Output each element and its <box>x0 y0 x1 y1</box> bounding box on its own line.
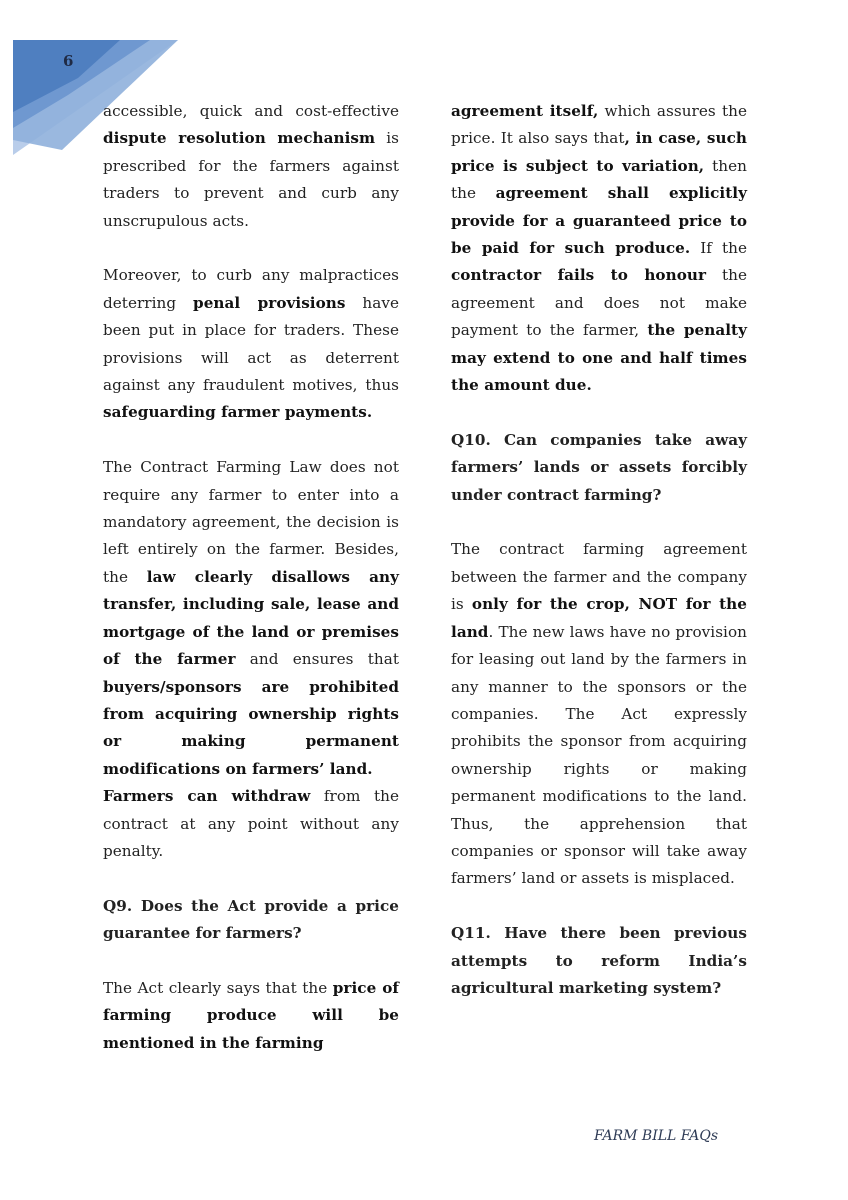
paragraph-contract-farming-law <box>103 454 399 783</box>
text: The Contract Farming Law does not require any farmer to enter into a mandatory agreement, the decision is left entirely on the farmer. Besides, the <box>103 458 399 586</box>
question-q11: Q11. Have there been previous attempts to reform India’s agricultural marketing system? <box>451 924 747 997</box>
text: The contract farming agreement between the farmer and the company is <box>451 540 747 614</box>
bold-text: agreement shall explicitly provide for a guaranteed price to be paid for such produce. <box>451 184 747 258</box>
text: is prescribed for the farmers against traders to prevent and curb any unscrupulous acts. <box>103 129 399 230</box>
text: Moreover, to curb any malpractices deterring <box>103 266 399 312</box>
text: The Act clearly says that the <box>103 978 333 997</box>
bold-text: contractor fails to honour <box>451 266 707 285</box>
footer-title: FARM BILL FAQs <box>594 1128 719 1144</box>
text: the agreement and does not make payment to the farmer, <box>451 266 747 340</box>
text: which assures the price. It also says that <box>451 102 747 148</box>
text: If the <box>690 239 747 258</box>
bold-text: only for the crop, NOT for the land <box>451 595 747 641</box>
bold-text: the penalty may extend to one and half times the amount due. <box>451 321 747 395</box>
paragraph-agreement-price <box>451 98 747 399</box>
paragraph-dispute-resolution <box>103 98 399 235</box>
question-q10: Q10. Can companies take away farmers’ lands or assets forcibly under contract farming? <box>451 430 747 504</box>
bold-text: agreement itself, <box>451 102 599 120</box>
text: accessible, quick and cost-effective <box>103 102 399 120</box>
text: . The new laws have no provision for leasing out land by the farmers in any manner to the sponsors or the companies. The Act expressly prohibits the sponsor from acquiring ownership rights or making permanent modifications to the land. Thus, the apprehension that companies or sponsor will take away farmers’ land or assets is misplaced. <box>451 622 747 888</box>
text: and ensures that <box>235 650 399 669</box>
bold-text: law clearly disallows any transfer, including sale, lease and mortgage of the land or premises of the farmer <box>103 567 399 669</box>
left-column <box>103 98 399 1085</box>
bold-text: , in case, such price is subject to variation, <box>451 129 747 175</box>
question-q9: Q9. Does the Act provide a price guarantee for farmers? <box>103 896 399 943</box>
bold-text: dispute resolution mechanism <box>103 129 376 148</box>
right-column <box>451 98 747 1030</box>
paragraph-penal-provisions <box>103 262 399 426</box>
bold-text: safeguarding farmer payments. <box>103 403 373 422</box>
paragraph-withdraw <box>103 783 399 865</box>
bold-text: Farmers can withdraw <box>103 787 311 806</box>
text: have been put in place for traders. These provisions will act as deterrent against any fraudulent motives, thus <box>103 293 399 395</box>
text: from the contract at any point without any penalty. <box>103 787 399 860</box>
paragraph-price-guarantee <box>103 975 399 1057</box>
page-number: 6 <box>63 52 74 70</box>
paragraph-crop-not-land <box>451 536 747 892</box>
bold-text: price of farming produce will be mentioned in the farming <box>103 978 399 1052</box>
text: then the <box>451 156 747 203</box>
bold-text: penal provisions <box>193 293 346 312</box>
bold-text: buyers/sponsors are prohibited from acquiring ownership rights or making permanent modifications on farmers’ land. <box>103 677 399 778</box>
